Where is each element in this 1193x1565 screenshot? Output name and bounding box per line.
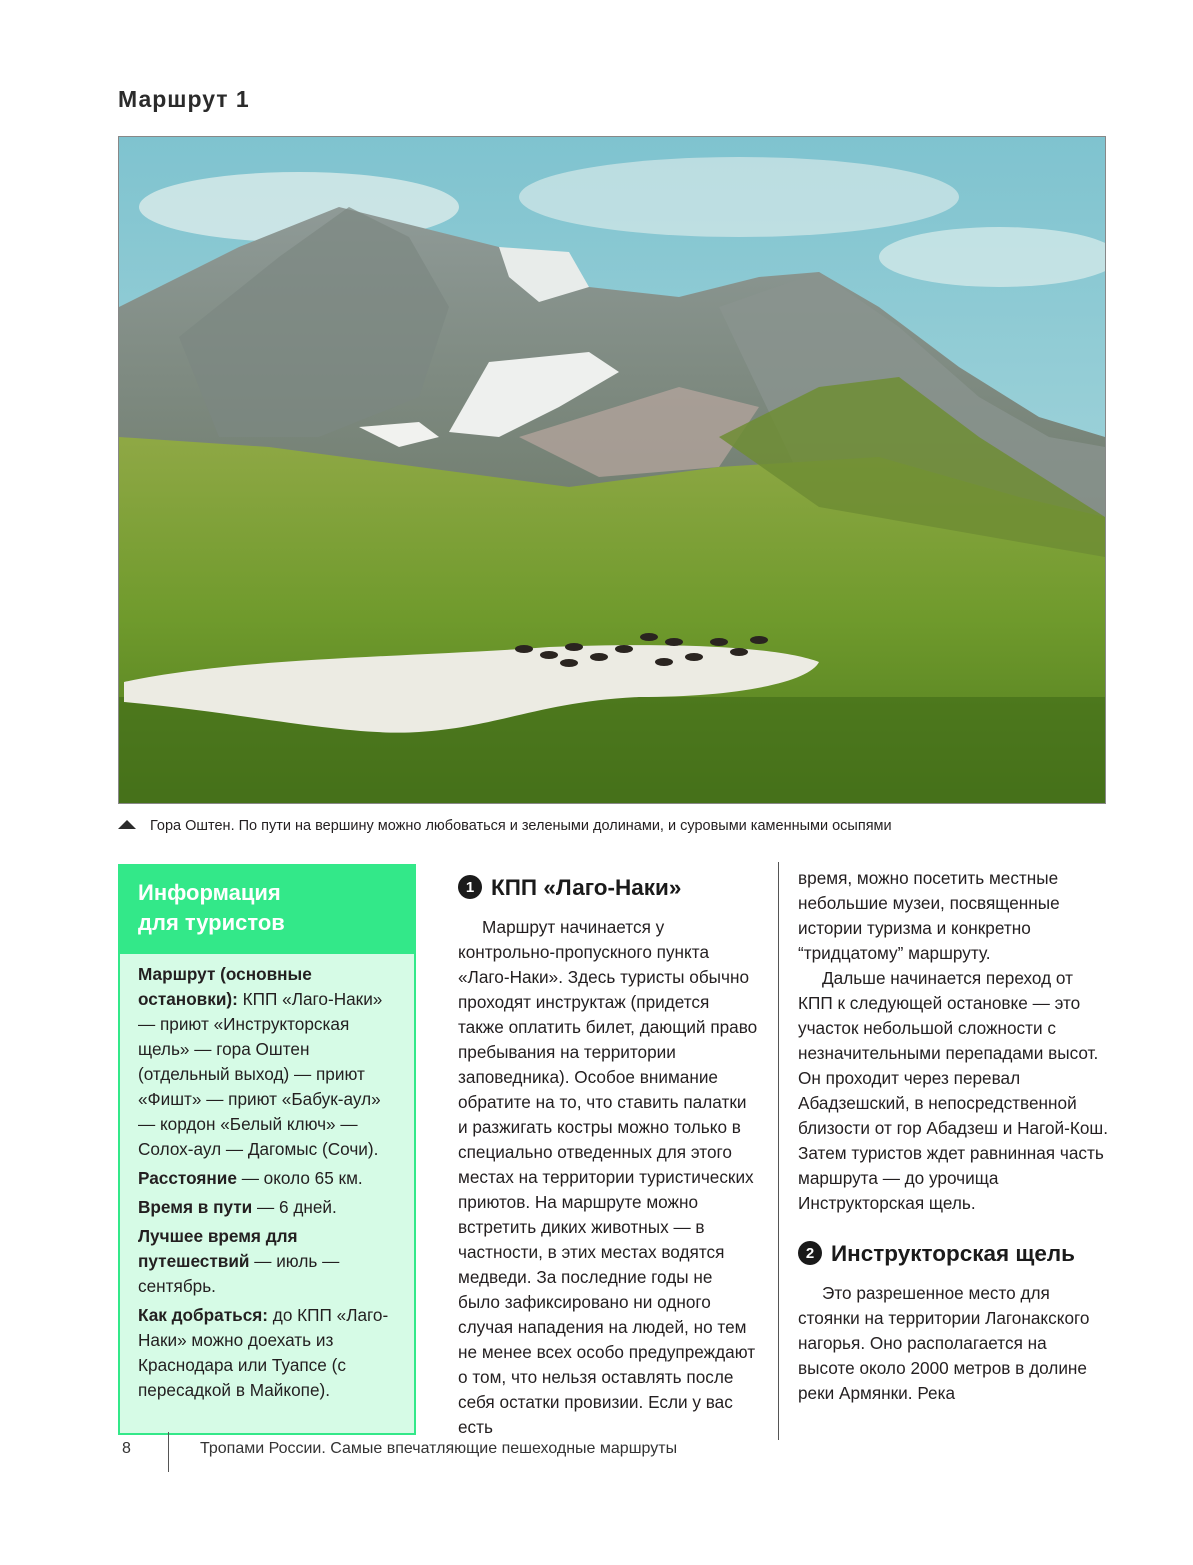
caption-text: Гора Оштен. По пути на вершину можно любоваться и зелеными долинами, и суровыми каменными осыпями (150, 818, 892, 834)
mountain-photo (118, 136, 1106, 804)
column-divider (778, 862, 779, 1440)
section1-title: КПП «Лаго-Наки» (491, 875, 682, 900)
info-distance-label: Расстояние (138, 1168, 237, 1188)
info-best-time (138, 1224, 400, 1299)
info-route-label: Маршрут (основные остановки): (138, 964, 312, 1009)
info-how-to (138, 1303, 400, 1403)
mountain-photo-illustration (119, 137, 1105, 803)
info-time-text: — 6 дней. (252, 1197, 337, 1217)
section2-title: Инструкторская щель (831, 1241, 1076, 1266)
info-route (138, 962, 400, 1162)
info-best-text: — июль — сентябрь. (138, 1251, 340, 1296)
footer-divider (168, 1432, 169, 1472)
info-distance (138, 1166, 400, 1191)
info-box-heading (120, 866, 414, 954)
info-heading-line1: Информация (138, 880, 281, 905)
tourist-info-box (118, 864, 416, 1435)
info-box-body (120, 954, 414, 1403)
info-time (138, 1195, 400, 1220)
section1-number-badge: 1 (458, 875, 482, 899)
photo-caption (118, 818, 1108, 834)
middle-column (458, 872, 758, 1440)
info-howto-label: Как добраться: (138, 1305, 269, 1325)
info-route-text: КПП «Лаго-Наки» — приют «Инструкторская щель» — гора Оштен (отдельный выход) — приют «Фишт» — приют «Бабук-аул» — кордон «Белый ключ» — Солох-аул — Дагомыс (Сочи). (138, 989, 383, 1159)
page-number: 8 (122, 1440, 131, 1457)
section2-number-badge: 2 (798, 1241, 822, 1265)
section2-text: Это разрешенное место для стоянки на территории Лагонакского нагорья. Оно располагается на высоте около 2000 метров в долине реки Армянки. Река (798, 1283, 1090, 1403)
info-time-label: Время в пути (138, 1197, 253, 1217)
info-best-label: Лучшее время для путешествий (138, 1226, 298, 1271)
info-heading-line2: для туристов (138, 910, 285, 935)
book-title: Тропами России. Самые впечатляющие пешеходные маршруты (200, 1440, 678, 1457)
right-column (798, 866, 1108, 1406)
route-paragraph-2: Дальше начинается переход от КПП к следующей остановке — это участок небольшой сложности с незначительными перепадами высот. Он проходит через перевал Абадзешский, в непосредственной близости от гор Абадзеш и Нагой-Кош. Затем туристов ждет равнинная часть маршрута — до урочища Инструкторская щель. (798, 968, 1108, 1213)
info-howto-text: до КПП «Лаго-Наки» можно доехать из Краснодара или Туапсе (с пересадкой в Майкопе). (138, 1305, 389, 1400)
route-title: Маршрут 1 (118, 86, 250, 112)
continuation-text: время, можно посетить местные небольшие музеи, посвященные истории туризма и конкретно “тридцатому” маршруту. (798, 868, 1060, 963)
info-distance-text: — около 65 км. (236, 1168, 363, 1188)
section2-heading (798, 1238, 1108, 1269)
section1-heading (458, 872, 758, 903)
section1-text: Маршрут начинается у контрольно-пропускного пункта «Лаго-Наки». Здесь туристы обычно проходят инструктаж (придется также оплатить билет, дающий право пребывания на территории заповедника). Особое внимание обратите на то, что ставить палатки и разжигать костры можно только в специально отведенных для этого местах на территории туристических приютов. На маршруте можно встретить диких животных — в частности, в этих местах водятся медведи. За последние годы не было зафиксировано ни одного случая нападения на людей, но тем не менее всех особо предупреждают о том, что нельзя оставлять после себя остатки провизии. Если у вас есть (458, 917, 758, 1437)
triangle-up-icon (118, 820, 136, 829)
